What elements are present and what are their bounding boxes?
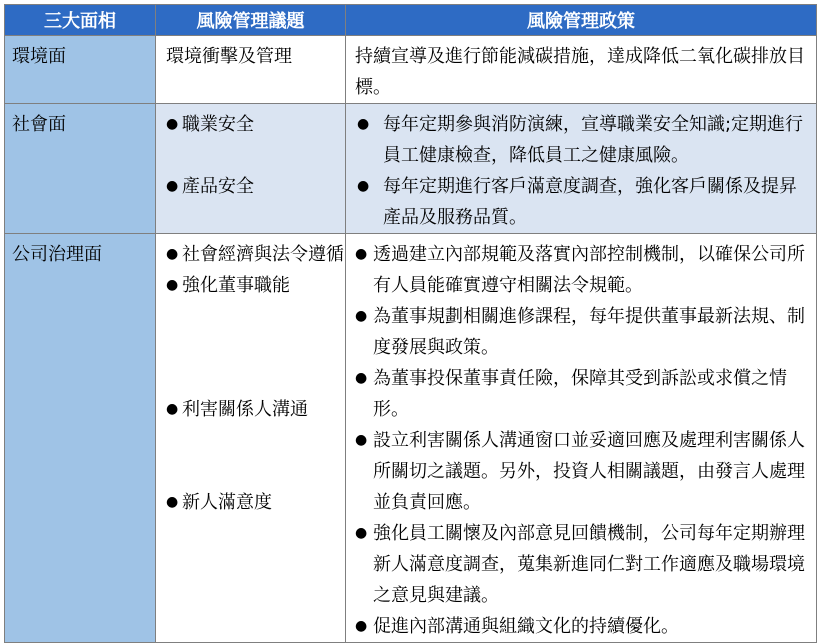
issue-cell — [156, 36, 346, 104]
category-social: 社會面 — [5, 104, 156, 234]
bullet-icon: ● — [357, 116, 370, 132]
bullet-icon: ● — [357, 178, 370, 194]
bullet-icon: ● — [166, 277, 179, 293]
policy-cell — [346, 104, 817, 234]
list-item: ● 新人滿意度 — [164, 487, 345, 518]
risk-management-table — [4, 4, 817, 643]
risk-management-table-container — [4, 4, 816, 643]
bullet-icon: ● — [355, 618, 368, 634]
bullet-icon: ● — [355, 525, 368, 541]
bullet-icon: ● — [166, 494, 179, 510]
list-item: ● 強化董事職能 — [164, 270, 345, 301]
list-item: ● 利害關係人溝通 — [164, 394, 345, 425]
list-item: ● 透過建立內部規範及落實內部控制機制，以確保公司所有人員能確實遵守相關法令規範。 — [353, 239, 810, 301]
policy-text: 持續宣導及進行節能減碳措施，達成降低二氧化碳排放目標。 — [355, 46, 805, 98]
issue-text: 環境衝擊及管理 — [166, 46, 292, 67]
header-aspect: 三大面相 — [5, 5, 156, 36]
table-row-governance — [5, 234, 817, 643]
header-risk-issue: 風險管理議題 — [156, 5, 346, 36]
issue-cell — [156, 104, 346, 234]
policy-cell — [346, 36, 817, 104]
bullet-icon: ● — [166, 178, 179, 194]
table-header-row — [5, 5, 817, 36]
bullet-icon: ● — [166, 246, 179, 262]
issue-cell — [156, 234, 346, 643]
header-risk-policy: 風險管理政策 — [346, 5, 817, 36]
list-item: ● 促進內部溝通與組織文化的持續優化。 — [353, 611, 810, 642]
list-item: ● 社會經濟與法令遵循 — [164, 239, 345, 270]
list-item: ● 每年定期進行客戶滿意度調查，強化客戶關係及提昇產品及服務品質。 — [353, 171, 810, 233]
list-item: ● 為董事規劃相關進修課程，每年提供董事最新法規、制度發展與政策。 — [353, 301, 810, 363]
list-item: ● 產品安全 — [164, 171, 345, 202]
bullet-icon: ● — [355, 432, 368, 448]
bullet-icon: ● — [355, 308, 368, 324]
category-governance: 公司治理面 — [5, 234, 156, 643]
table-row-environment — [5, 36, 817, 104]
list-item: ● 每年定期參與消防演練，宣導職業安全知識;定期進行員工健康檢查，降低員工之健康風險。 — [353, 109, 810, 171]
table-row-social — [5, 104, 817, 234]
list-item: ● 職業安全 — [164, 109, 345, 140]
bullet-icon: ● — [355, 370, 368, 386]
list-item: ● 強化員工關懷及內部意見回饋機制，公司每年定期辦理新人滿意度調查，蒐集新進同仁對工作適應及職場環境之意見與建議。 — [353, 518, 810, 611]
category-environment: 環境面 — [5, 36, 156, 104]
bullet-icon: ● — [166, 401, 179, 417]
list-item: ● 設立利害關係人溝通窗口並妥適回應及處理利害關係人所關切之議題。另外，投資人相關議題，由發言人處理並負責回應。 — [353, 425, 810, 518]
list-item: ● 為董事投保董事責任險，保障其受到訴訟或求償之情形。 — [353, 363, 810, 425]
bullet-icon: ● — [166, 116, 179, 132]
bullet-icon: ● — [355, 246, 368, 262]
policy-cell — [346, 234, 817, 643]
